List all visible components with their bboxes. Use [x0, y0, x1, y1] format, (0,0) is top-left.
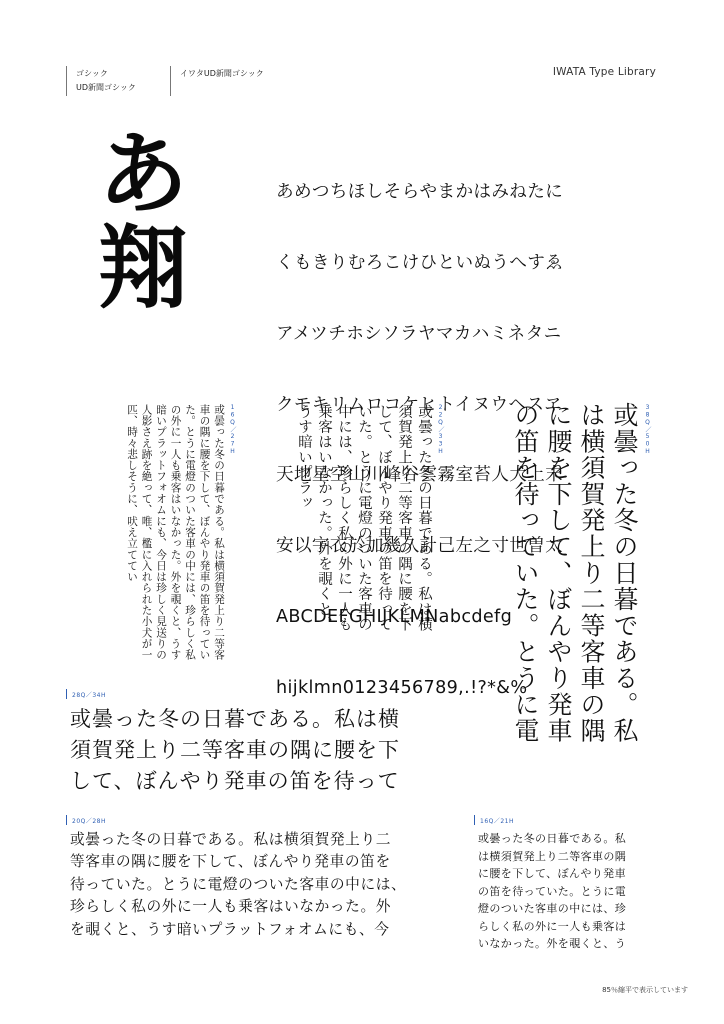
- sample-line: は横須賀発上り二等客車の隅: [478, 849, 627, 863]
- size-tag-16q: 16Q／27H: [229, 404, 236, 456]
- horizontal-sample-16q: [478, 830, 626, 953]
- display-glyph-hiragana: あ: [98, 122, 188, 227]
- header-family: UD新聞ゴシック: [76, 83, 136, 92]
- sample-line: 或曇った冬の日暮である。私は横須賀発上り二: [70, 831, 392, 848]
- charset-line: くもきりむろこけひといぬうへすゑ: [276, 252, 564, 273]
- size-tag-16q-horizontal: 16Q／21H: [480, 818, 515, 825]
- vertical-sample-16q: 或曇った冬の日暮である。私は横須賀発上り二等客車の隅に腰を下して、ぼんやり発車の笛を待っていた。とうに電燈のついた客車の中には、珍らしく私の外に一人も乗客はいなかった。外を覗くと、うす暗いプラットフォオムにも、今日は珍しく見送りの人影さえ跡を絶って、唯、檻に入れられた小犬が一匹、時々悲しそうに、吠え立ててい: [126, 404, 225, 661]
- charset-line: アメツチホシソラヤマカハミネタニ: [276, 323, 562, 344]
- vertical-sample-38q: 或曇った冬の日暮である。私は横須賀発上り二等客車の隅に腰を下して、ぼんやり発車の笛を待っていた。とうに電: [511, 402, 639, 744]
- sample-line: 待っていた。とうに電燈のついた客車の中には、: [70, 875, 407, 893]
- sample-line: 等客車の隅に腰を下して、ぼんやり発車の笛を: [70, 853, 391, 871]
- display-glyph-kanji: 翔: [98, 216, 188, 321]
- size-tag-22q: 22Q／33H: [437, 404, 444, 456]
- horizontal-sample-28q: [70, 704, 400, 797]
- header-category: ゴシック: [76, 69, 108, 78]
- charset-line: ABCDEFGHIJKLMNabcdefg: [276, 606, 513, 627]
- tag-bar-28q: [66, 689, 67, 699]
- sample-line: 須賀発上り二等客車の隅に腰を下: [70, 738, 400, 762]
- charset-line: クモキリムロコケヒトイヌウヘスヱ: [276, 394, 563, 415]
- charset-line: 天地星空山川峰谷雲霧室苔人犬上末: [276, 465, 564, 486]
- size-tag-28q: 28Q／34H: [72, 692, 107, 699]
- sample-line: 燈のついた客車の中には、珍: [478, 902, 627, 915]
- header-font-name: イワタUD新聞ゴシック: [180, 69, 264, 78]
- sample-line: の笛を待っていた。とうに電: [478, 884, 627, 898]
- charset-line: 安以宇衣於加幾久計己左之寸世曽太: [276, 536, 564, 557]
- header-divider-right: [170, 66, 171, 96]
- sample-line: いなかった。外を覗くと、う: [478, 937, 627, 950]
- sample-line: 或曇った冬の日暮である。私は横: [70, 707, 400, 731]
- vertical-sample-22q: 或曇った冬の日暮である。私は横須賀発上り二等客車の隅に腰を下して、ぼんやり発車の笛を待っていた。とうに電燈のついた客車の中には、珍らしく私の外に一人も乗客はいなかった。外を覗くと、うす暗いプラッ: [296, 404, 432, 632]
- size-tag-38q: 38Q／50H: [644, 404, 651, 456]
- sample-line: に腰を下して、ぼんやり発車: [478, 867, 626, 880]
- header-library: IWATA Type Library: [552, 66, 656, 78]
- sample-line: 珍らしく私の外に一人も乗客はいなかった。外: [70, 898, 392, 916]
- charset-line: hijklmn0123456789,.!?*&%: [276, 677, 528, 698]
- sample-line: 或曇った冬の日暮である。私: [478, 832, 627, 845]
- tag-bar-16q: [474, 815, 475, 825]
- sample-line: らしく私の外に一人も乗客は: [478, 919, 627, 933]
- sample-line: を覗くと、うす暗いプラットフォオムにも、今: [70, 920, 390, 938]
- horizontal-sample-20q: [70, 829, 406, 941]
- charset-line: あめつちほしそらやまかはみねたに: [276, 182, 564, 203]
- header-divider-left: [66, 66, 67, 96]
- tag-bar-20q: [66, 815, 67, 825]
- footer-note: 85％縮平で表示しています: [602, 986, 688, 994]
- sample-line: して、ぼんやり発車の笛を待って: [70, 769, 400, 793]
- size-tag-20q: 20Q／28H: [72, 818, 107, 825]
